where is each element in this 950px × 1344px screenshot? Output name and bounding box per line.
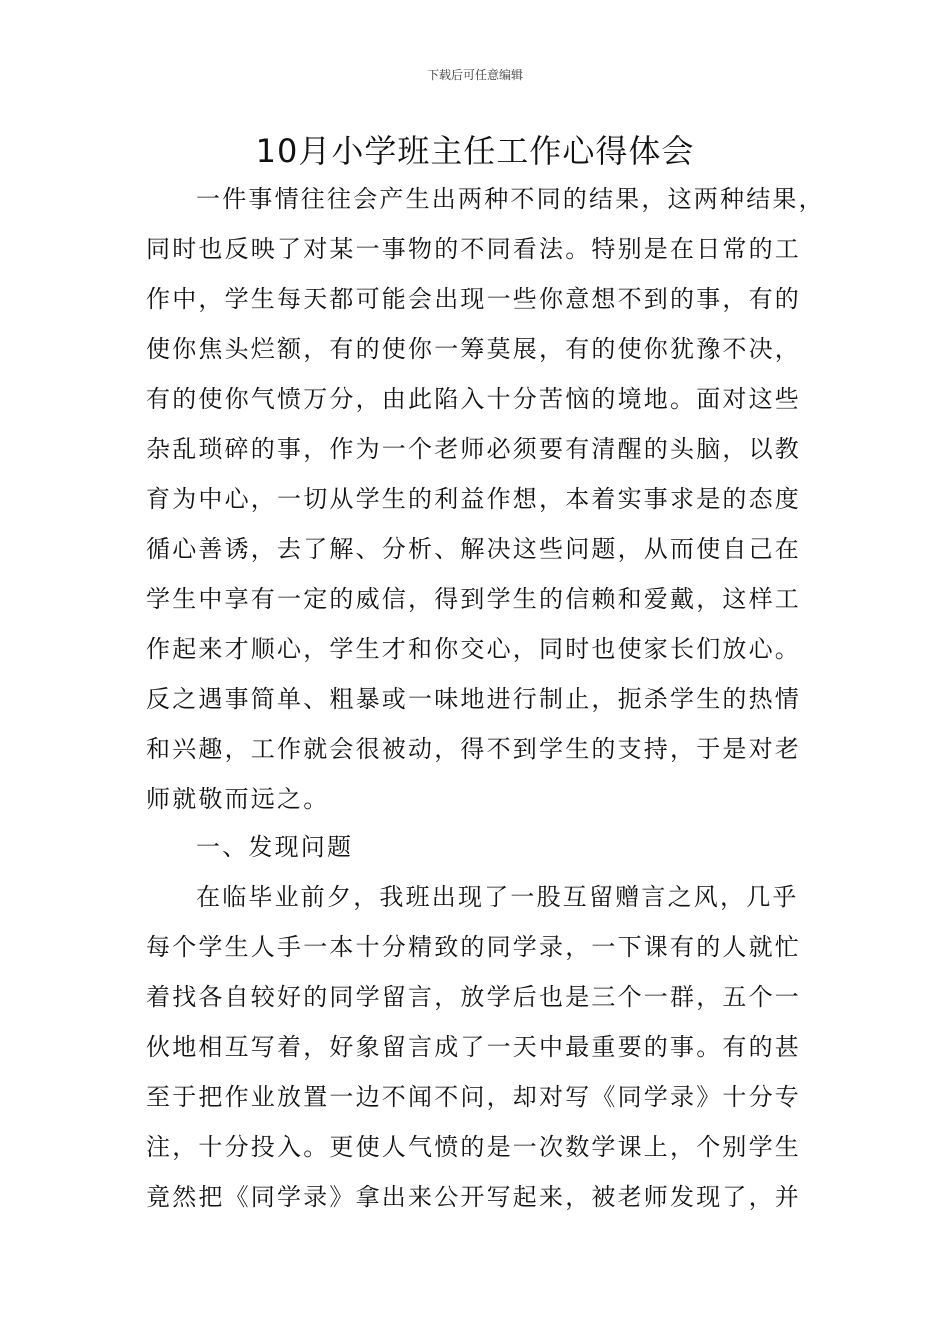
body-line: 育为中心，一切从学生的利益作想，本着实事求是的态度 <box>146 485 801 513</box>
body-line: 注，十分投入。更使人气愤的是一次数学课上，个别学生 <box>146 1133 801 1161</box>
body-line: 同时也反映了对某一事物的不同看法。特别是在日常的工 <box>146 235 801 263</box>
body-line: 每个学生人手一本十分精致的同学录，一下课有的人就忙 <box>146 933 801 961</box>
document-title: 10月小学班主任工作心得体会 <box>255 132 695 170</box>
body-line: 在临毕业前夕，我班出现了一股互留赠言之风，几乎 <box>196 883 799 911</box>
section-heading: 一、发现问题 <box>196 833 354 861</box>
body-line: 一件事情往往会产生出两种不同的结果，这两种结果， <box>196 185 825 213</box>
body-line: 竟然把《同学录》拿出来公开写起来，被老师发现了，并 <box>146 1183 801 1211</box>
body-line: 学生中享有一定的威信，得到学生的信赖和爱戴，这样工 <box>146 585 801 613</box>
body-line: 使你焦头烂额，有的使你一筹莫展，有的使你犹豫不决， <box>146 335 801 363</box>
body-line: 伙地相互写着，好象留言成了一天中最重要的事。有的甚 <box>146 1033 801 1061</box>
body-line: 和兴趣，工作就会很被动，得不到学生的支持，于是对老 <box>146 735 801 763</box>
body-line: 师就敬而远之。 <box>146 785 330 813</box>
body-line: 反之遇事简单、粗暴或一味地进行制止，扼杀学生的热情 <box>146 685 801 713</box>
body-line: 有的使你气愤万分，由此陷入十分苦恼的境地。面对这些 <box>146 385 801 413</box>
body-line: 作起来才顺心，学生才和你交心，同时也使家长们放心。 <box>146 635 801 663</box>
body-line: 至于把作业放置一边不闻不问，却对写《同学录》十分专 <box>146 1083 801 1111</box>
body-line: 作中，学生每天都可能会出现一些你意想不到的事，有的 <box>146 285 801 313</box>
body-line: 着找各自较好的同学留言，放学后也是三个一群，五个一 <box>146 983 801 1011</box>
header-note: 下载后可任意编辑 <box>426 68 523 82</box>
body-line: 杂乱琐碎的事，作为一个老师必须要有清醒的头脑，以教 <box>146 435 801 463</box>
body-line: 循心善诱，去了解、分析、解决这些问题，从而使自己在 <box>146 535 801 563</box>
